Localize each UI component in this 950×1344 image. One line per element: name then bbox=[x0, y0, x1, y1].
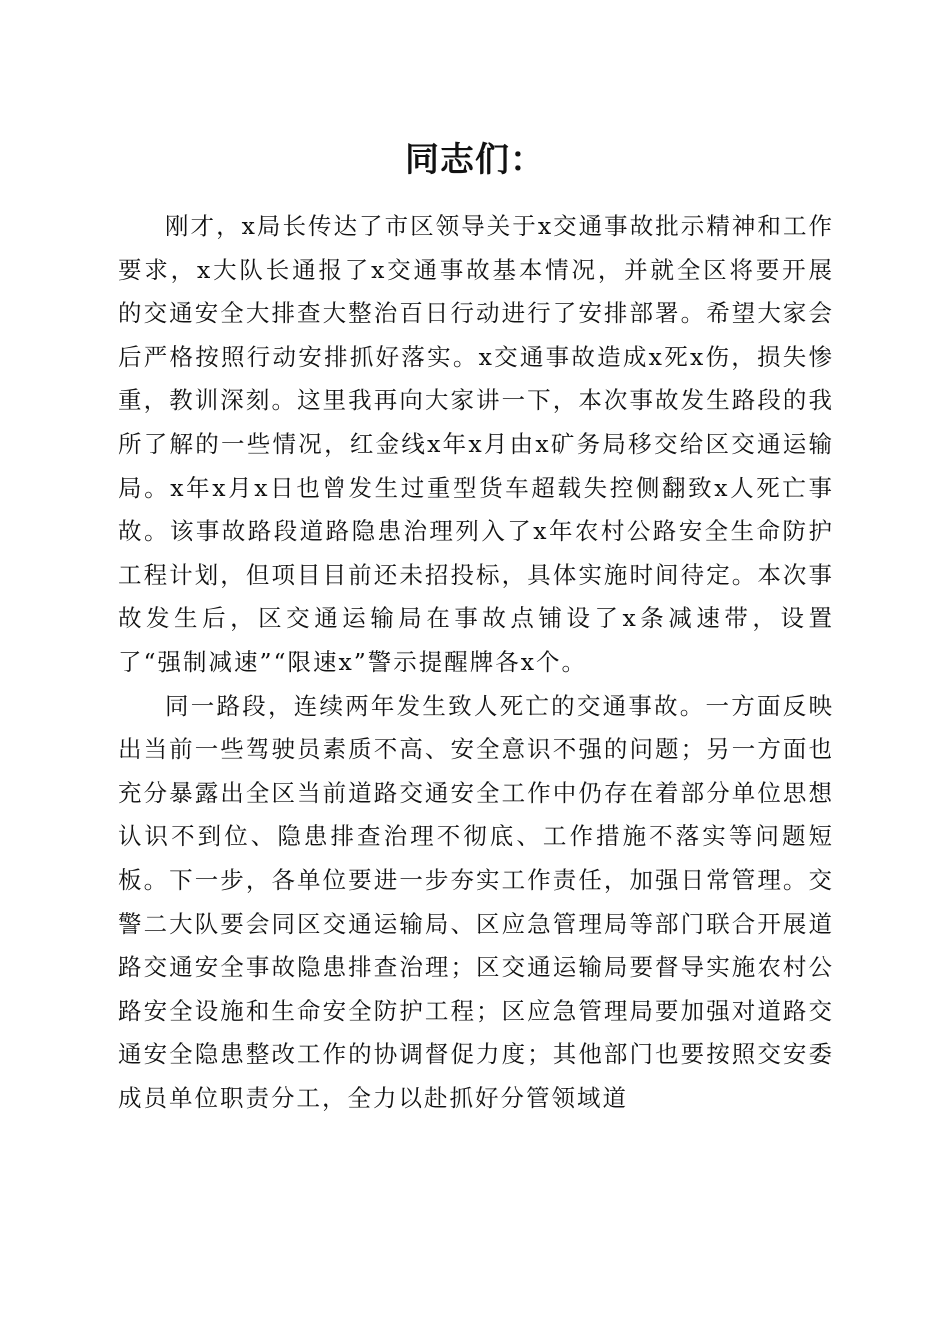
paragraph-1: 刚才，x局长传达了市区领导关于x交通事故批示精神和工作要求，x大队长通报了x交通事故基本情况，并就全区将要开展的交通安全大排查大整治百日行动进行了安排部署。希望大家会后严格按照行动安排抓好落实。x交通事故造成x死x伤，损失惨重，教训深刻。这里我再向大家讲一下，本次事故发生路段的我所了解的一些情况，红金线x年x月由x矿务局移交给区交通运输局。x年x月x日也曾发生过重型货车超载失控侧翻致x人死亡事故。该事故路段道路隐患治理列入了x年农村公路安全生命防护工程计划，但项目目前还未招投标，具体实施时间待定。本次事故发生后，区交通运输局在事故点铺设了x条减速带，设置了“强制减速”“限速x”警示提醒牌各x个。 bbox=[118, 212, 834, 676]
page-title: 同志们： bbox=[405, 140, 545, 180]
paragraph-2: 同一路段，连续两年发生致人死亡的交通事故。一方面反映出当前一些驾驶员素质不高、安全意识不强的问题；另一方面也充分暴露出全区当前道路交通安全工作中仍存在着部分单位思想认识不到位、隐患排查治理不彻底、工作措施不落实等问题短板。下一步，各单位要进一步夯实工作责任，加强日常管理。交警二大队要会同区交通运输局、区应急管理局等部门联合开展道路交通安全事故隐患排查治理；区交通运输局要督导实施农村公路安全设施和生命安全防护工程；区应急管理局要加强对道路交通安全隐患整改工作的协调督促力度；其他部门也要按照交安委成员单位职责分工，全力以赴抓好分管领域道 bbox=[118, 691, 834, 1112]
document-body bbox=[118, 205, 834, 1120]
